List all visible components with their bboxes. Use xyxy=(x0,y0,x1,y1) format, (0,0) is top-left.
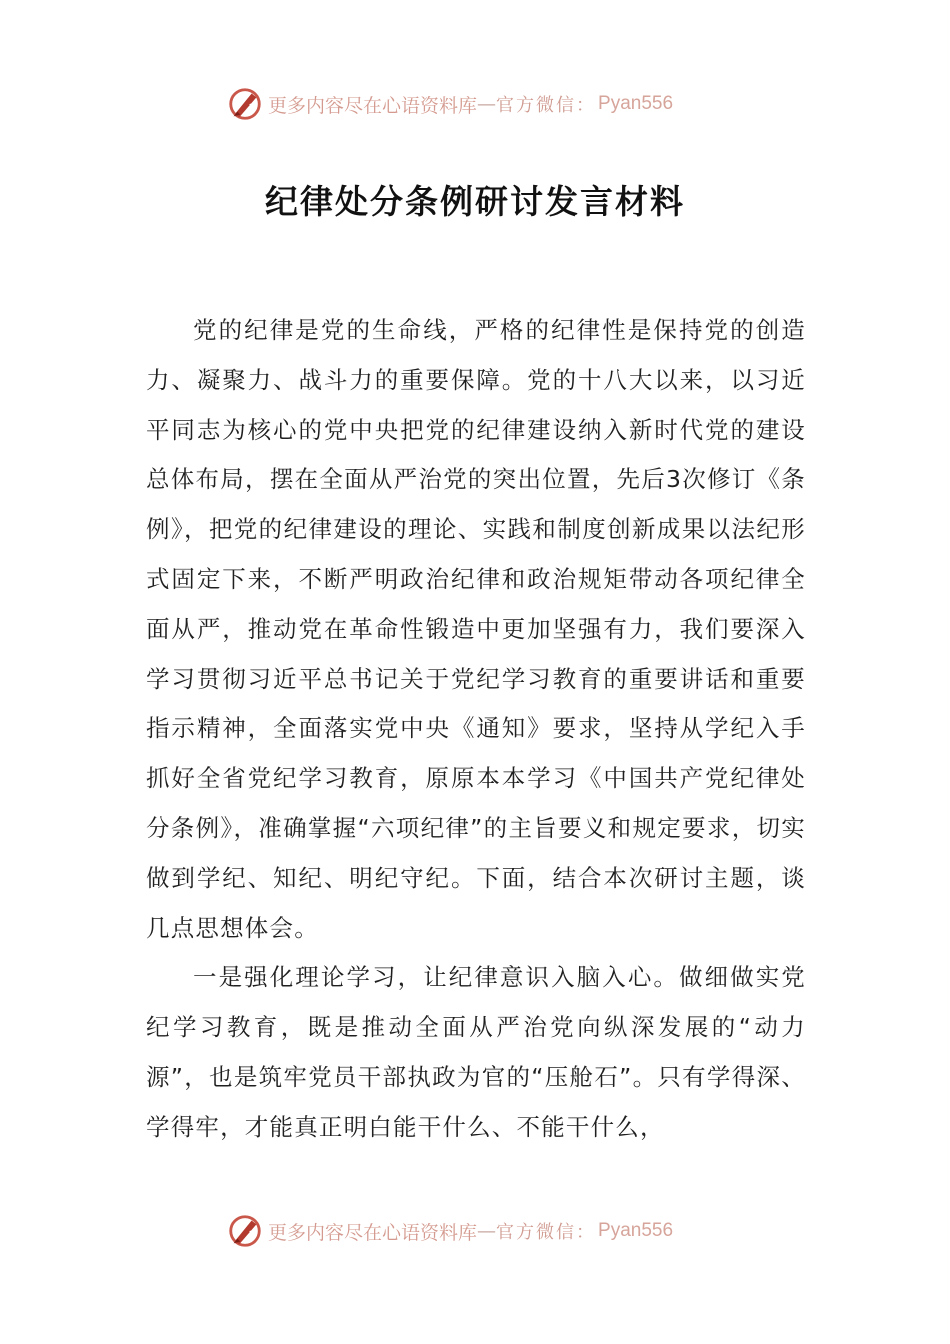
banner-wechat-id: Pyan556 xyxy=(598,1220,674,1241)
banner-wechat-label: 官方微信： xyxy=(496,1222,597,1243)
footer-watermark-banner xyxy=(226,1211,673,1251)
document-title: 纪律处分条例研讨发言材料 xyxy=(265,182,685,221)
document-body xyxy=(146,306,806,1153)
header-watermark-banner xyxy=(226,84,673,124)
banner-main-text: 更多内容尽在心语资料库 xyxy=(268,94,478,117)
banner-dash: — xyxy=(477,93,497,115)
banner-wechat-label: 官方微信： xyxy=(496,95,597,116)
banner-main-text: 更多内容尽在心语资料库 xyxy=(268,1221,478,1244)
pen-nib-logo-icon xyxy=(226,85,264,123)
body-paragraph: 党的纪律是党的生命线，严格的纪律性是保持党的创造力、凝聚力、战斗力的重要保障。党的十八大以来，以习近平同志为核心的党中央把党的纪律建设纳入新时代党的建设总体布局，摆在全面从严治党的突出位置，先后3次修订《条例》，把党的纪律建设的理论、实践和制度创新成果以法纪形式固定下来，不断严明政治纪律和政治规矩带动各项纪律全面从严，推动党在革命性锻造中更加坚强有力，我们要深入学习贯彻习近平总书记关于党纪学习教育的重要讲话和重要指示精神，全面落实党中央《通知》要求，坚持从学纪入手抓好全省党纪学习教育，原原本本学习《中国共产党纪律处分条例》，准确掌握“六项纪律”的主旨要义和规定要求，切实做到学纪、知纪、明纪守纪。下面，结合本次研讨主题，谈几点思想体会。 xyxy=(146,316,806,942)
pen-nib-logo-icon xyxy=(226,1212,264,1250)
banner-dash: — xyxy=(477,1220,497,1242)
body-paragraph: 一是强化理论学习，让纪律意识入脑入心。做细做实党纪学习教育，既是推动全面从严治党向纵深发展的“动力源”，也是筑牢党员干部执政为官的“压舱石”。只有学得深、学得牢，才能真正明白能干什么、不能干什么， xyxy=(146,963,806,1141)
banner-wechat-id: Pyan556 xyxy=(598,93,674,114)
